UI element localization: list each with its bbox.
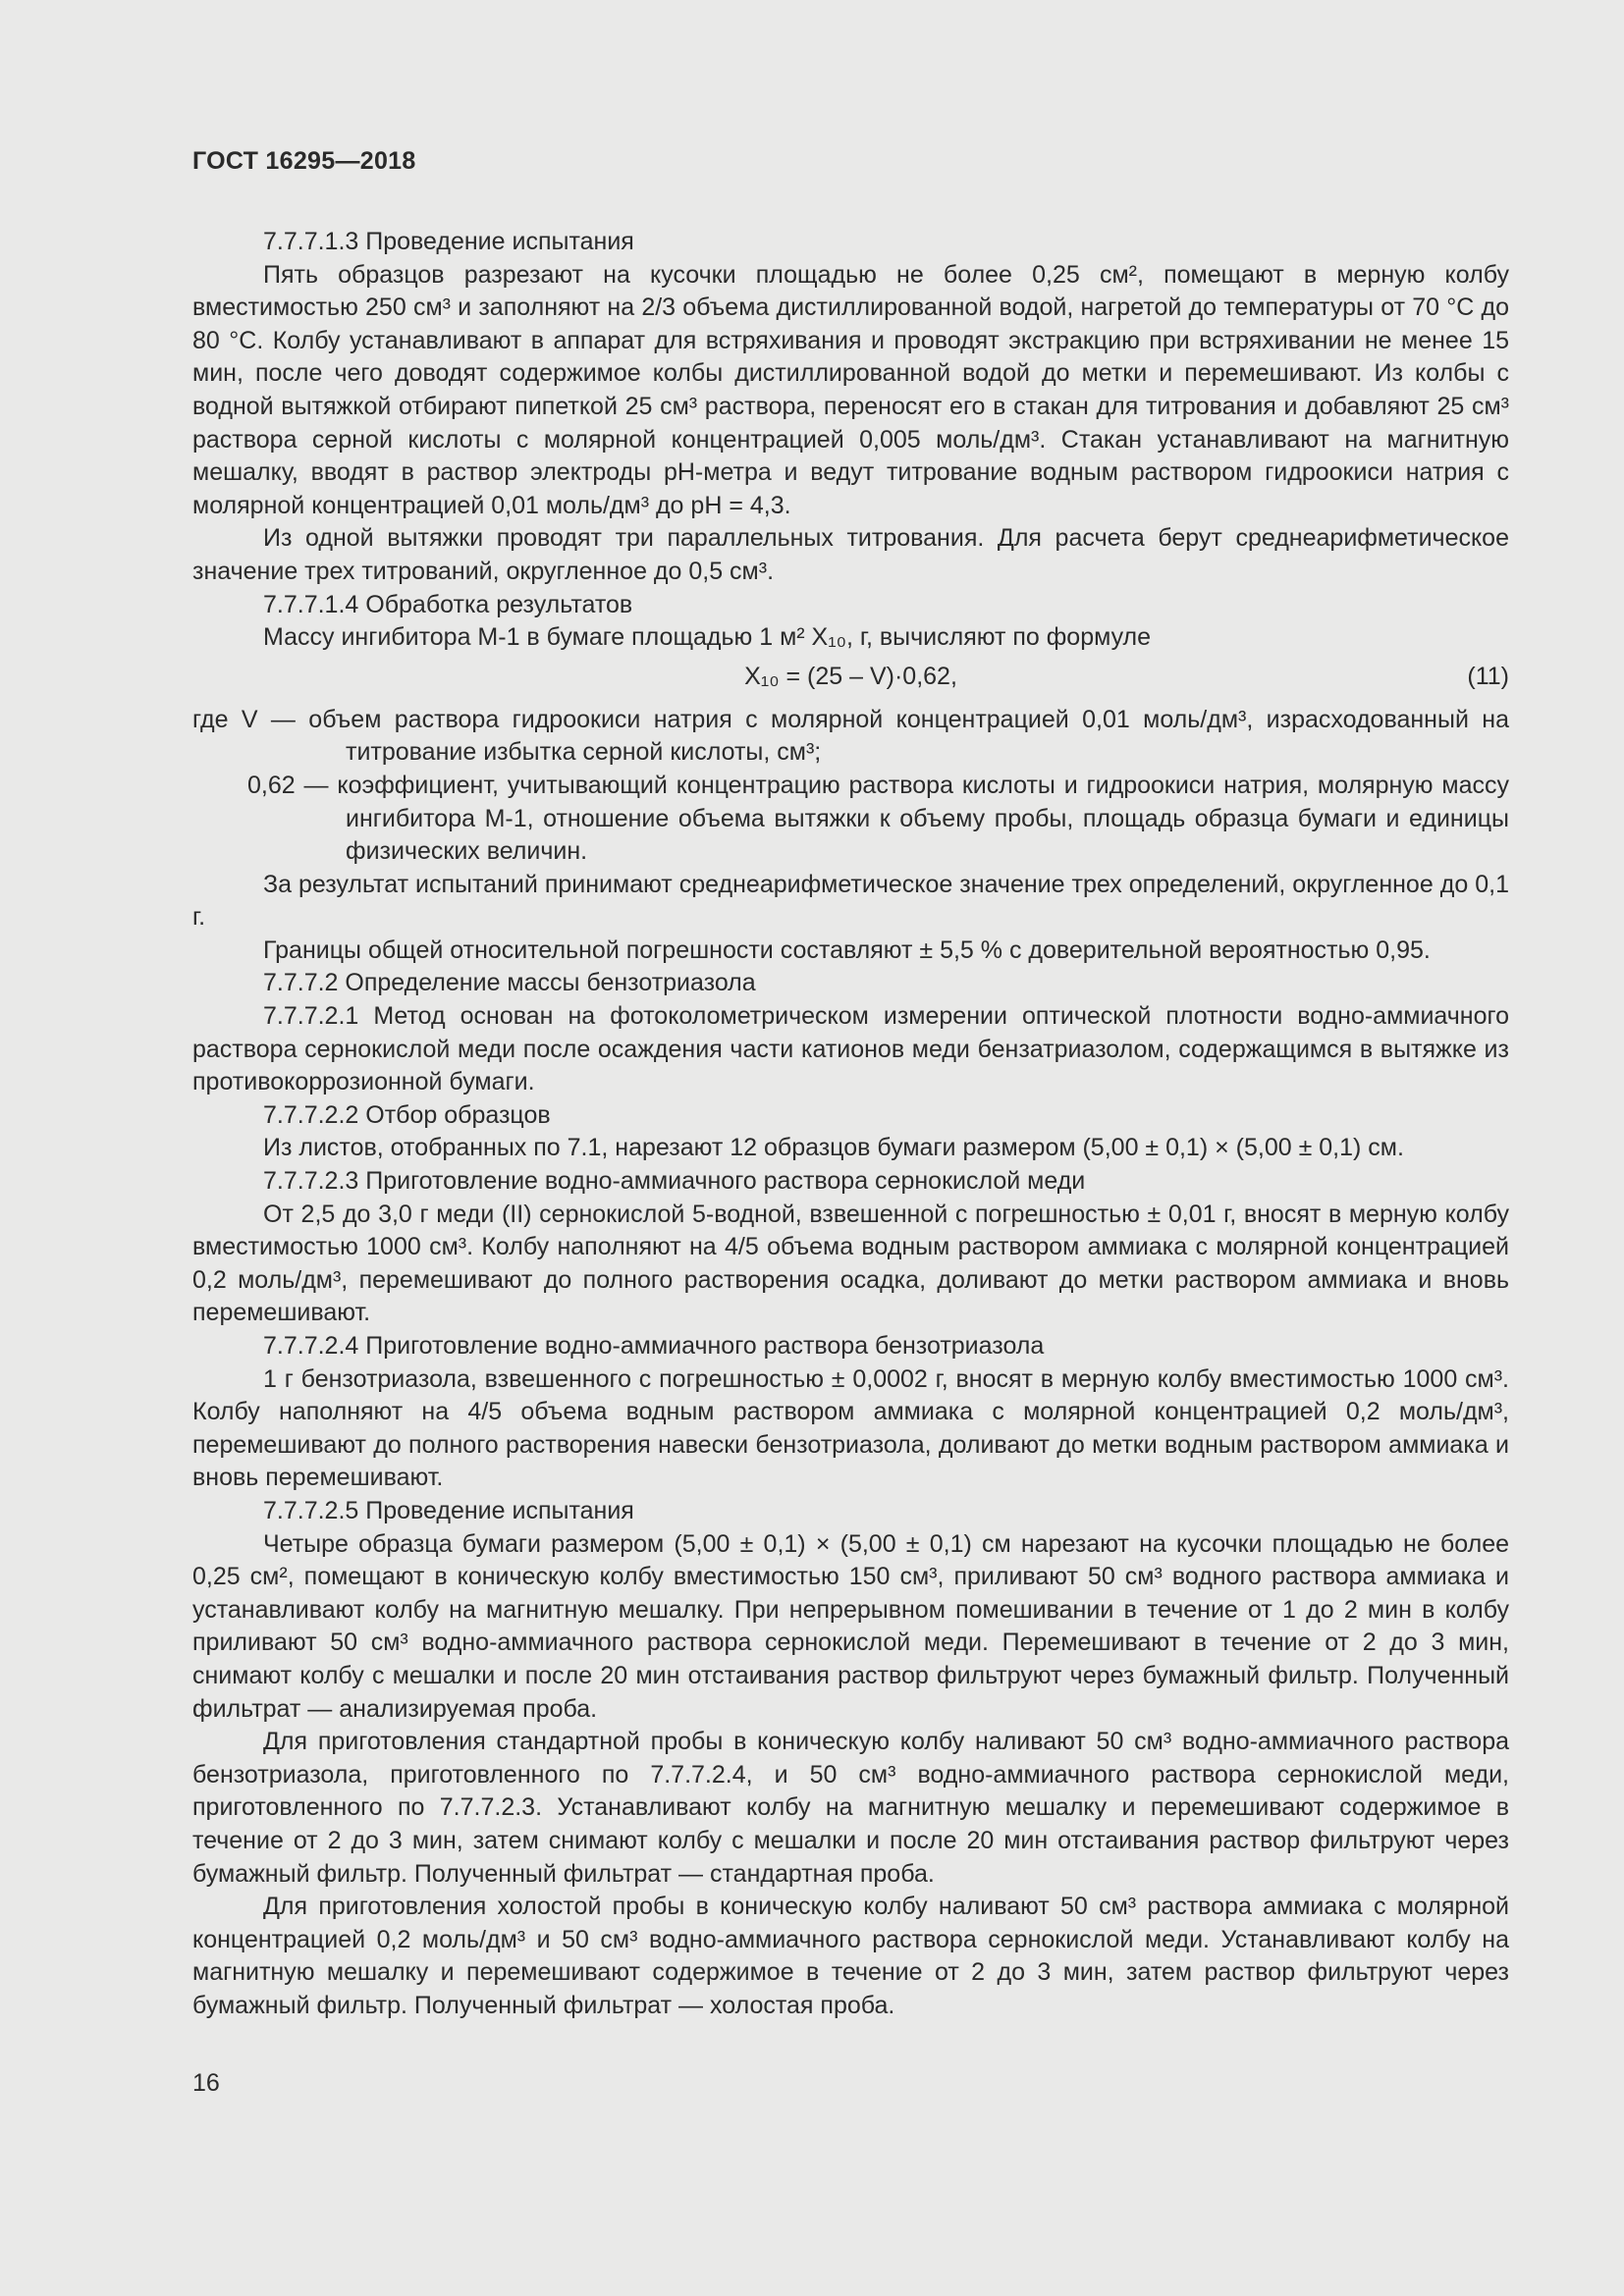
paragraph: 7.7.7.2.5 Проведение испытания bbox=[263, 1496, 634, 1524]
paragraph: Четыре образца бумаги размером (5,00 ± 0,1) × (5,00 ± 0,1) см нарезают на кусочки площадью не более 0,25 см², помещают в коническую колбу вместимостью 150 см³, приливают 50 см³ водного раствора аммиака и устанавливают колбу на магнитную мешалку. При непрерывном помешивании в течение от 1 до 2 мин в колбу приливают 50 см³ водно-аммиачного раствора сернокислой меди. Перемешивают в течение от 2 до 3 мин, снимают колбу с мешалки и после 20 мин отстаивания раствор фильтруют через бумажный фильтр. Полученный фильтрат — анализируемая проба. bbox=[192, 1529, 1509, 1723]
paragraph: 7.7.7.2.1 Метод основан на фотоколометрическом измерении оптической плотности водно-аммиачного раствора сернокислой меди после осаждения части катионов меди бензатриазолом, содержащимся в вытяжке из противокоррозионной бумаги. bbox=[192, 1002, 1509, 1096]
document-body bbox=[192, 226, 1509, 2022]
paragraph: где V — объем раствора гидроокиси натрия с молярной концентрацией 0,01 моль/дм³, израсходованный на титрование избытка серной кислоты, см³; bbox=[192, 705, 1509, 767]
formula-expression: X₁₀ = (25 – V)·0,62, bbox=[744, 662, 957, 690]
paragraph: 7.7.7.2.4 Приготовление водно-аммиачного раствора бензотриазола bbox=[263, 1332, 1045, 1360]
document-header: ГОСТ 16295—2018 bbox=[192, 147, 416, 175]
paragraph: Для приготовления холостой пробы в коническую колбу наливают 50 см³ раствора аммиака с молярной концентрацией 0,2 моль/дм³ и 50 см³ водно-аммиачного раствора сернокислой меди. Устанавливают колбу на магнитную мешалку и перемешивают содержимое в течение от 2 до 3 мин, затем раствор фильтруют через бумажный фильтр. Полученный фильтрат — холостая проба. bbox=[192, 1893, 1509, 2019]
paragraph: 7.7.7.1.4 Обработка результатов bbox=[263, 590, 633, 618]
paragraph: 0,62 — коэффициент, учитывающий концентрацию раствора кислоты и гидроокиси натрия, молярную массу ингибитора М-1, отношение объема вытяжки к объему пробы, площадь образца бумаги и единицы физических величин. bbox=[247, 771, 1509, 866]
paragraph: Для приготовления стандартной пробы в коническую колбу наливают 50 см³ водно-аммиачного раствора бензотриазола, приготовленного по 7.7.7.2.4, и 50 см³ водно-аммиачного раствора сернокислой меди, приготовленного по 7.7.7.2.3. Устанавливают колбу на магнитную мешалку и перемешивают содержимое в течение от 2 до 3 мин, затем снимают колбу с мешалки и после 20 мин отстаивания раствор фильтруют через бумажный фильтр. Полученный фильтрат — стандартная проба. bbox=[192, 1728, 1509, 1888]
formula-11 bbox=[192, 661, 1509, 694]
paragraph: 1 г бензотриазола, взвешенного с погрешностью ± 0,0002 г, вносят в мерную колбу вместимостью 1000 см³. Колбу наполняют на 4/5 объема водным раствором аммиака с молярной концентрацией 0,2 моль/дм³, перемешивают до полного растворения навески бензотриазола, доливают до метки водным раствором аммиака и вновь перемешивают. bbox=[192, 1364, 1509, 1492]
paragraph: 7.7.7.1.3 Проведение испытания bbox=[263, 228, 634, 255]
paragraph: Из листов, отобранных по 7.1, нарезают 12 образцов бумаги размером (5,00 ± 0,1) × (5,00 ± 0,1) см. bbox=[263, 1134, 1404, 1162]
paragraph: 7.7.7.2 Определение массы бензотриазола bbox=[263, 969, 756, 997]
page-number: 16 bbox=[192, 2069, 220, 2097]
paragraph: Массу ингибитора М-1 в бумаге площадью 1 м² X₁₀, г, вычисляют по формуле bbox=[263, 623, 1152, 652]
formula-number: (11) bbox=[1467, 662, 1509, 690]
paragraph: За результат испытаний принимают среднеарифметическое значение трех определений, округленное до 0,1 г. bbox=[192, 870, 1509, 932]
paragraph: Пять образцов разрезают на кусочки площадью не более 0,25 см², помещают в мерную колбу вместимостью 250 см³ и заполняют на 2/3 объема дистиллированной водой, нагретой до температуры от 70 °С до 80 °С. Колбу устанавливают в аппарат для встряхивания и проводят экстракцию при встряхивании не менее 15 мин, после чего доводят содержимое колбы дистиллированной водой до метки и перемешивают. Из колбы с водной вытяжкой отбирают пипеткой 25 см³ раствора, переносят его в стакан для титрования и добавляют 25 см³ раствора серной кислоты с молярной концентрацией 0,005 моль/дм³. Стакан устанавливают на магнитную мешалку, вводят в раствор электроды pH-метра и ведут титрование водным раствором гидроокиси натрия с молярной концентрацией 0,01 моль/дм³ до pH = 4,3. bbox=[192, 260, 1509, 519]
paragraph: Из одной вытяжки проводят три параллельных титрования. Для расчета берут среднеарифметическое значение трех титрований, округленное до 0,5 см³. bbox=[192, 524, 1509, 585]
paragraph: 7.7.7.2.3 Приготовление водно-аммиачного раствора сернокислой меди bbox=[263, 1167, 1086, 1196]
paragraph: 7.7.7.2.2 Отбор образцов bbox=[263, 1100, 551, 1129]
paragraph: Границы общей относительной погрешности составляют ± 5,5 % с доверительной вероятностью 0,95. bbox=[263, 935, 1431, 964]
paragraph: От 2,5 до 3,0 г меди (II) сернокислой 5-водной, взвешенной с погрешностью ± 0,01 г, вносят в мерную колбу вместимостью 1000 см³. Колбу наполняют на 4/5 объема водным раствором аммиака с молярной концентрацией 0,2 моль/дм³, перемешивают до полного растворения осадка, доливают до метки раствором аммиака и вновь перемешивают. bbox=[192, 1200, 1509, 1327]
